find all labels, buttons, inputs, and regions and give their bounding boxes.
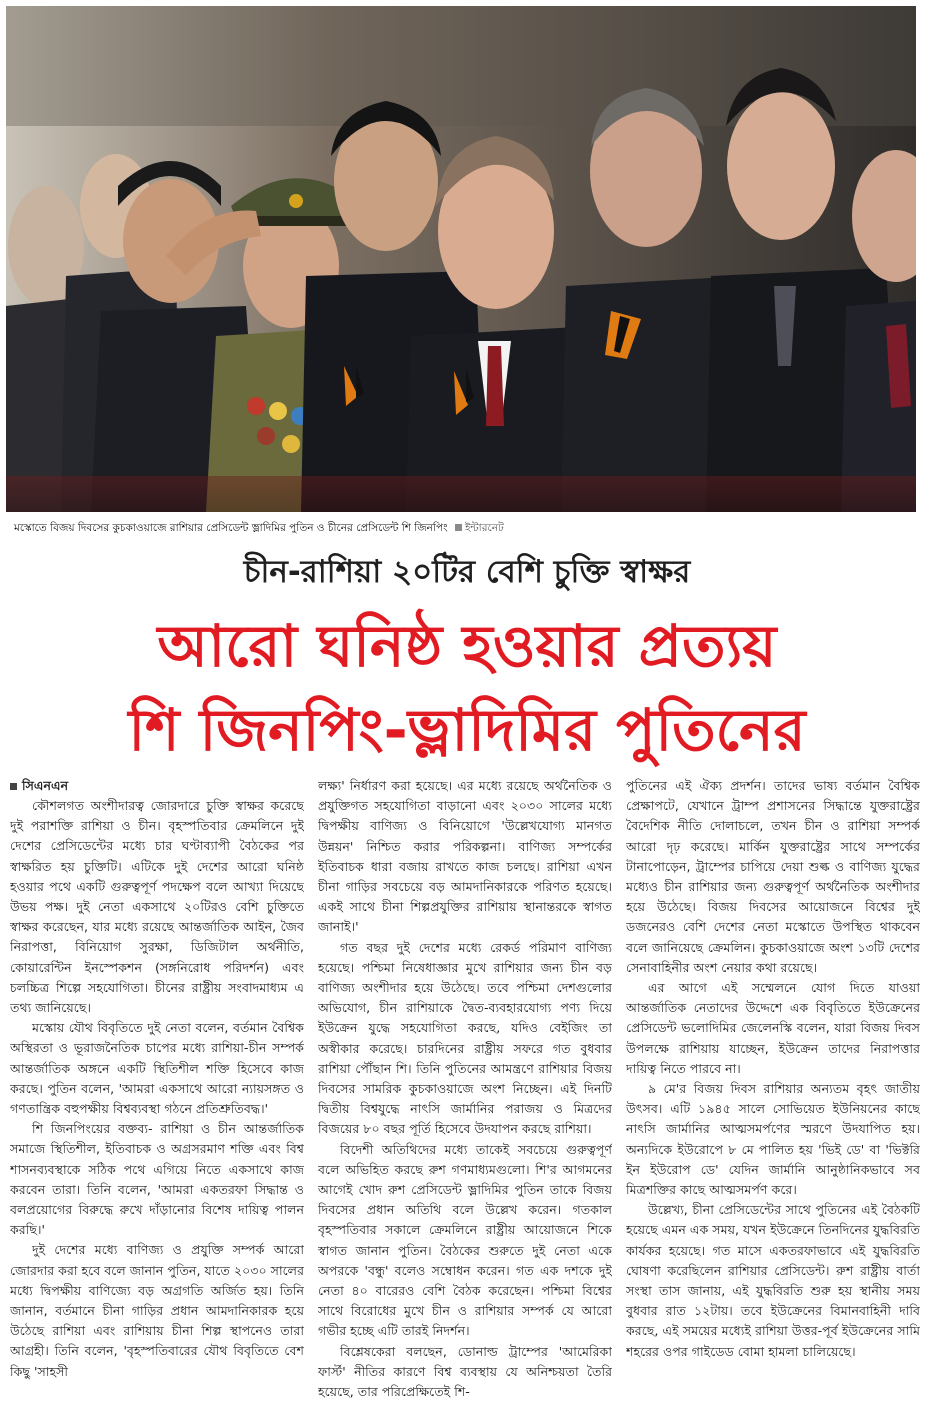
- column-3: [626, 776, 920, 1398]
- headline-line-2: শি জিনপিং-ভ্লাদিমির পুতিনের: [128, 696, 806, 764]
- paragraph: পুতিনের এই ঐক্য প্রদর্শন। তাদের ভাষ্য বর্তমান বৈশ্বিক প্রেক্ষাপটে, যেখানে ট্রাম্প প্রশাসনের সিদ্ধান্তে যুক্তরাষ্ট্রের বৈদেশিক নীতি দোলাচলে, তখন চীন ও রাশিয়া সম্পর্ক আরো দৃঢ় করেছে। মার্কিন যুক্তরাষ্ট্রের সাথে সম্পর্কের টানাপোড়েন, ট্রাম্পের চাপিয়ে দেয়া শুল্ক ও বাণিজ্য যুদ্ধের মধ্যেও চীন রাশিয়ার জন্য গুরুত্বপূর্ণ অর্থনৈতিক অংশীদার হয়ে উঠেছে। বিজয় দিবসের আয়োজনে বিশ্বের দুই ডজনেরও বেশি দেশের নেতা মস্কোতে উপস্থিত থাকবেন বলে জানিয়েছে ক্রেমলিন। কুচকাওয়াজে অংশ ১৩টি দেশের সেনাবাহিনীর অংশ নেয়ার কথা রয়েছে।: [626, 778, 920, 975]
- article-body: [10, 776, 920, 1398]
- paragraph: বিশ্লেষকেরা বলছেন, ডোনাল্ড ট্রাম্পের 'আমেরিকা ফার্স্ট' নীতির কারণে বিশ্ব ব্যবস্থায় যে অনিশ্চয়তা তৈরি হয়েছে, তার পরিপ্রেক্ষিতেই শি-: [318, 1343, 612, 1398]
- paragraph: গত বছর দুই দেশের মধ্যে রেকর্ড পরিমাণ বাণিজ্য হয়েছে। পশ্চিমা নিষেধাজ্ঞার মুখে রাশিয়ার জন্য চীন বড় বাণিজ্য অংশীদার হয়ে উঠেছে। তবে পশ্চিমা দেশগুলোর অভিযোগ, চীন রাশিয়াকে দ্বৈত-ব্যবহারযোগ্য পণ্য দিয়ে ইউক্রেন যুদ্ধে সহযোগিতা করছে, যদিও বেইজিং তা অস্বীকার করেছে। চারদিনের রাষ্ট্রীয় সফরে গত বুধবার রাশিয়া পৌঁছান শি। তিনি পুতিনের আমন্ত্রণে রাশিয়ার বিজয় দিবসের সামরিক কুচকাওয়াজে অংশ নিচ্ছেন। এই দিনটি দ্বিতীয় বিশ্বযুদ্ধে নাৎসি জার্মানির পরাজয় ও মিত্রদের বিজয়ের ৮০ বছর পূর্তি হিসেবে উদযাপন করছে রাশিয়া।: [318, 939, 612, 1137]
- paragraph: এর আগে এই সম্মেলনে যোগ দিতে যাওয়া আন্তর্জাতিক নেতাদের উদ্দেশে এক বিবৃতিতে ইউক্রেনের প্রেসিডেন্ট ভলোদিমির জেলেনস্কি বলেন, যারা বিজয় দিবস উপলক্ষে রাশিয়ায় যাচ্ছেন, ইউক্রেন তাদের নিরাপত্তার দায়িত্ব নিতে পারবে না।: [626, 980, 920, 1076]
- caption-text: মস্কোতে বিজয় দিবসের কুচকাওয়াজে রাশিয়ার প্রেসিডেন্ট ভ্লাদিমির পুতিন ও চীনের প্রেসিডেন্ট শি জিনপিং: [14, 522, 448, 534]
- paragraph: দুই দেশের মধ্যে বাণিজ্য ও প্রযুক্তি সম্পর্ক আরো জোরদার করা হবে বলে জানান পুতিন, যাতে ২০৩০ সালের মধ্যে দ্বিপক্ষীয় বাণিজ্যে বড় অগ্রগতি অর্জিত হয়। তিনি জানান, বর্তমানে চীনা গাড়ির প্রধান আমদানিকারক হয়ে উঠেছে রাশিয়া এবং রাশিয়ায় চীনা শিল্প স্থাপনেও তারা আগ্রহী। তিনি বলেন, 'বৃহস্পতিবারের যৌথ বিবৃতিতে বেশ কিছু 'সাহসী: [10, 1242, 304, 1379]
- photo-caption: [14, 520, 914, 536]
- paragraph: মস্কোয় যৌথ বিবৃতিতে দুই নেতা বলেন, বর্তমান বৈশ্বিক অস্থিরতা ও ভূরাজনৈতিক চাপের মধ্যে রাশিয়া-চীন সম্পর্ক আন্তর্জাতিক অঙ্গনে একটি স্থিতিশীল শক্তি হিসেবে কাজ করছে। পুতিন বলেন, 'আমরা একসাথে আরো ন্যায়সঙ্গত ও গণতান্ত্রিক বহুপক্ষীয় বিশ্বব্যবস্থা গঠনে প্রতিশ্রুতিবদ্ধ।': [10, 1020, 304, 1117]
- paragraph: ৯ মে'র বিজয় দিবস রাশিয়ার অন্যতম বৃহৎ জাতীয় উৎসব। এটি ১৯৪৫ সালে সোভিয়েত ইউনিয়নের কাছে নাৎসি জার্মানির আত্মসমর্পণের স্মরণে উদযাপিত হয়। অন্যদিকে ইউরোপে ৮ মে পালিত হয় 'ভিই ডে' বা 'ভিক্টরি ইন ইউরোপ ডে' যেদিন জার্মানি আনুষ্ঠানিকভাবে সব মিত্রশক্তির কাছে আত্মসমর্পণ করে।: [626, 1081, 920, 1198]
- paragraph: কৌশলগত অংশীদারত্ব জোরদারে চুক্তি স্বাক্ষর করেছে দুই পরাশক্তি রাশিয়া ও চীন। বৃহস্পতিবার ক্রেমলিনে দুই দেশের প্রেসিডেন্টের মধ্যে চার ঘণ্টাব্যাপী বৈঠকের পর স্বাক্ষরিত হয় চুক্তিটি। এটিকে দুই দেশের আরো ঘনিষ্ঠ হওয়ার পথে একটি গুরুত্বপূর্ণ পদক্ষেপ বলে আখ্যা দিয়েছে উভয় পক্ষ। দুই নেতা একসাথে ২০টিরও বেশি চুক্তিতে স্বাক্ষর করেছেন, যার মধ্যে রয়েছে আন্তর্জাতিক আইন, জৈব নিরাপত্তা, বিনিয়োগ সুরক্ষা, ডিজিটাল অর্থনীতি, কোয়ারেন্টিন ইনস্পেকশন (সঙ্গনিরোধ পরিদর্শন) এবং চলচ্চিত্র শিল্পে সহযোগিতা। চীনের রাষ্ট্রীয় সংবাদমাধ্যম এ তথ্য জানিয়েছে।: [10, 798, 304, 1016]
- source-square-icon: [455, 524, 462, 531]
- byline-square-icon: [10, 783, 17, 790]
- leaders-parade-photo: [6, 6, 916, 512]
- byline: [10, 776, 304, 796]
- paragraph: লক্ষ্য' নির্ধারণ করা হয়েছে। এর মধ্যে রয়েছে অর্থনৈতিক ও প্রযুক্তিগত সহযোগিতা বাড়ানো এবং ২০৩০ সালের মধ্যে দ্বিপক্ষীয় বাণিজ্য ও বিনিয়োগে 'উল্লেখযোগ্য মানগত উন্নয়ন' নিশ্চিত করার পরিকল্পনা। বাণিজ্য সম্পর্কের ইতিবাচক ধারা বজায় রাখতে কাজ চলছে। রাশিয়া এখন চীনা গাড়ির সবচেয়ে বড় আমদানিকারকে পরিণত হয়েছে। একই সাথে চীনা শিল্পপ্রযুক্তির রাশিয়ায় স্থানান্তরকে স্বাগত জানাই।': [318, 778, 612, 935]
- column-1: [10, 776, 304, 1398]
- paragraph: শি জিনপিংয়ের বক্তব্য- রাশিয়া ও চীন আন্তর্জাতিক সমাজে স্থিতিশীল, ইতিবাচক ও অগ্রসরমাণ শক্তি এবং বিশ্ব শাসনব্যবস্থাকে সঠিক পথে এগিয়ে নিতে একসাথে কাজ করবেন তারা। তিনি বলেন, 'আমরা একতরফা সিদ্ধান্ত ও বলপ্রয়োগের বিরুদ্ধে রুখে দাঁড়ানোর বিশেষ দায়িত্ব পালন করছি।': [10, 1121, 304, 1238]
- headline-line-1: আরো ঘনিষ্ঠ হওয়ার প্রত্যয়: [157, 612, 777, 680]
- paragraph: উল্লেখ্য, চীনা প্রেসিডেন্টের সাথে পুতিনের এই বৈঠকটি হয়েছে এমন এক সময়, যখন ইউক্রেনে তিনদিনের যুদ্ধবিরতি কার্যকর হয়েছে। গত মাসে একতরফাভাবে এই যুদ্ধবিরতি ঘোষণা করেছিলেন রাশিয়ার প্রেসিডেন্ট। রুশ রাষ্ট্রীয় বার্তা সংস্থা তাস জানায়, এই যুদ্ধবিরতি শুরু হয় স্থানীয় সময় বুধবার রাত ১২টায়। তবে ইউক্রেনের বিমানবাহিনী দাবি করছে, এই সময়ের মধ্যেই রাশিয়া উত্তর-পূর্ব ইউক্রেনের সামি শহরের ওপর গাইডেড বোমা হামলা চালিয়েছে।: [626, 1202, 920, 1359]
- news-photo: [6, 6, 916, 512]
- caption-source: [455, 522, 504, 534]
- main-headline: [0, 604, 934, 772]
- byline-text: সিএনএন: [22, 778, 69, 793]
- caption-source-text: ইন্টারনেট: [464, 522, 504, 534]
- paragraph: বিদেশী অতিথিদের মধ্যে তাকেই সবচেয়ে গুরুত্বপূর্ণ বলে অভিহিত করছে রুশ গণমাধ্যমগুলো। শি'র আগমনের আগেই খোদ রুশ প্রেসিডেন্ট ভ্লাদিমির পুতিন তাকে বিজয় দিবসের প্রধান অতিথি বলে উল্লেখ করেন। গতকাল বৃহস্পতিবার সকালে ক্রেমলিনে রাষ্ট্রীয় আয়োজনে শিকে স্বাগত জানান পুতিন। বৈঠকের শুরুতে দুই নেতা একে অপরকে 'বন্ধু' বলেও সম্বোধন করেন। গত এক দশকে দুই নেতা ৪০ বারেরও বেশি বৈঠক করেছেন। পশ্চিমা বিশ্বের সাথে বিরোধের মুখে চীন ও রাশিয়ার সম্পর্ক যে আরো গভীর হচ্ছে এটি তারই নিদর্শন।: [318, 1141, 612, 1339]
- column-2: [318, 776, 612, 1398]
- kicker-headline: চীন-রাশিয়া ২০টির বেশি চুক্তি স্বাক্ষর: [243, 554, 691, 590]
